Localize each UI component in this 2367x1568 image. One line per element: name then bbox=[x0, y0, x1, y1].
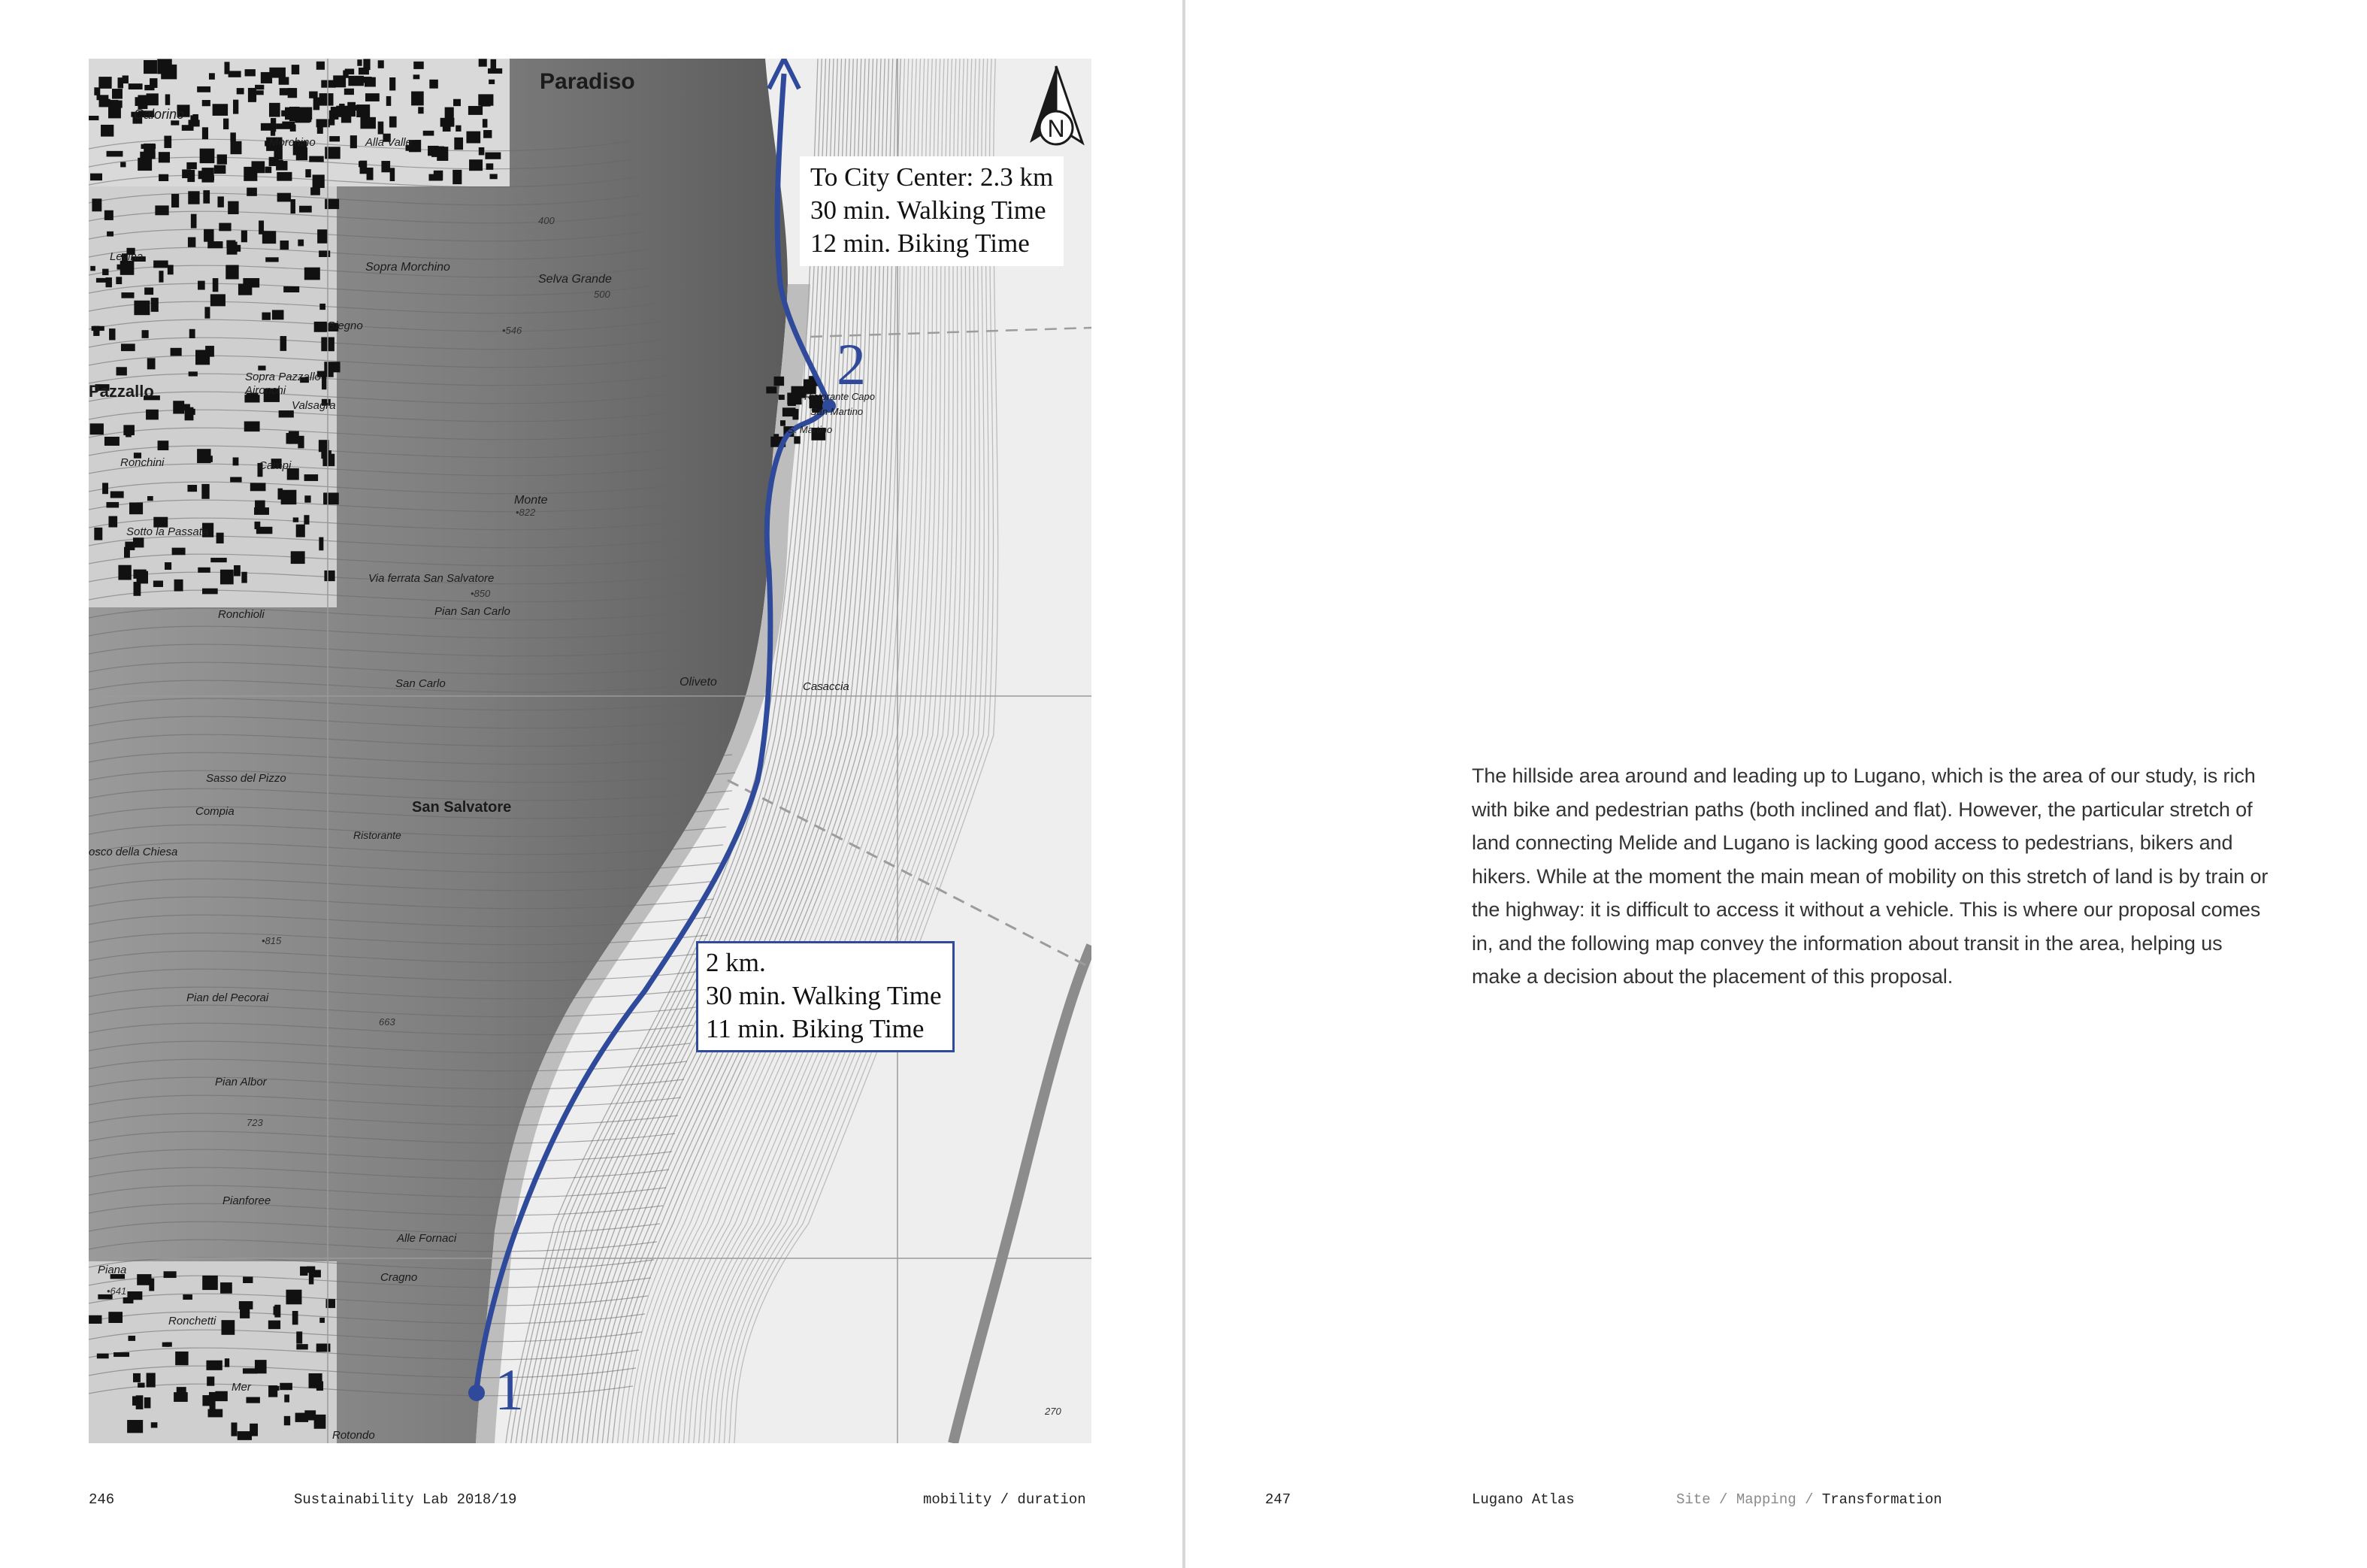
elevation-label: 500 bbox=[594, 289, 610, 300]
body-paragraph: The hillside area around and leading up to Lugano, which is the area of our study, is rich with bike and pedestrian paths (both inclined and flat). However, the particular stretch of land connecting Melide and Lugano is lacking good access to pedestrians, bikers and hikers. While at the moment the main mean of mobility on this stretch of land is by train or the highway: it is difficult to access it without a vehicle. This is where our proposal comes in, and the following map convey the information about transit in the area, helping us make a decision about the placement of this proposal. bbox=[1472, 764, 2269, 988]
right-page-number: 247 bbox=[1265, 1491, 1291, 1508]
map-canvas bbox=[89, 59, 1091, 1443]
map-label-calorino: Calorino bbox=[134, 107, 185, 122]
map-label-s-martino: S. Martino bbox=[788, 424, 833, 435]
breadcrumb bbox=[1676, 1491, 1942, 1508]
map-label-ronchini: Ronchini bbox=[120, 456, 165, 469]
breadcrumb-mapping: Mapping bbox=[1736, 1491, 1796, 1508]
map-label-valsagra: Valsagra bbox=[292, 399, 336, 412]
city-center-info-box bbox=[800, 156, 1064, 266]
elevation-label: •641 bbox=[107, 1285, 127, 1297]
map-label-mer: Mer bbox=[232, 1381, 251, 1394]
point-2-label: 2 bbox=[837, 331, 866, 397]
elevation-label: 663 bbox=[379, 1016, 395, 1028]
map-label-ristorante: Ristorante bbox=[353, 829, 401, 841]
info-bottom-distance: 2 km. bbox=[706, 948, 766, 977]
map-label-san-martino: San Martino bbox=[810, 406, 864, 417]
map-label-monte: Monte bbox=[514, 494, 548, 507]
map-label-sopra-morchino: Sopra Morchino bbox=[365, 261, 450, 274]
info-top-walking: 30 min. Walking Time bbox=[810, 195, 1046, 225]
info-top-biking: 12 min. Biking Time bbox=[810, 229, 1030, 258]
spread-divider bbox=[1182, 0, 1185, 1568]
map-label-ronchioli: Ronchioli bbox=[218, 608, 265, 621]
left-section-title: mobility / duration bbox=[923, 1491, 1086, 1508]
left-page-number: 246 bbox=[89, 1491, 115, 1508]
map-label-campi: Campi bbox=[259, 459, 292, 472]
map-label-pianforee: Pianforee bbox=[222, 1194, 271, 1207]
info-bottom-biking: 11 min. Biking Time bbox=[706, 1014, 925, 1043]
breadcrumb-transformation: Transformation bbox=[1821, 1491, 1942, 1508]
start-point-marker bbox=[468, 1385, 485, 1401]
breadcrumb-site: Site bbox=[1676, 1491, 1711, 1508]
map-label-cragno: Cragno bbox=[380, 1271, 418, 1284]
map-label-san-carlo: San Carlo bbox=[395, 677, 446, 690]
map-label-biegno: Biegno bbox=[328, 319, 363, 332]
right-publication-title: Lugano Atlas bbox=[1472, 1491, 1575, 1508]
map-label-alle-fornaci: Alle Fornaci bbox=[397, 1232, 457, 1245]
point-1-label: 1 bbox=[495, 1357, 524, 1422]
map-label-paradiso: Paradiso bbox=[540, 69, 635, 94]
elevation-label: 270 bbox=[1045, 1406, 1061, 1417]
topographic-map bbox=[89, 59, 1091, 1443]
breadcrumb-separator: / bbox=[1719, 1491, 1728, 1508]
map-label-levina: Levina bbox=[110, 250, 144, 263]
map-label-via-ferrata: Via ferrata San Salvatore bbox=[368, 572, 495, 585]
map-label-morchino: Morchino bbox=[269, 136, 316, 149]
map-label-aironchi: Aironchi bbox=[245, 384, 286, 397]
map-label-sopra-pazzallo: Sopra Pazzallo bbox=[245, 371, 321, 383]
breadcrumb-separator: / bbox=[1805, 1491, 1814, 1508]
map-label-ronchetti: Ronchetti bbox=[168, 1315, 216, 1327]
map-label-pian-albor: Pian Albor bbox=[215, 1076, 267, 1088]
north-letter: N bbox=[1047, 115, 1065, 142]
map-label-bosco-della-chiesa: osco della Chiesa bbox=[89, 846, 178, 858]
info-top-distance: To City Center: 2.3 km bbox=[810, 162, 1054, 192]
elevation-label: •815 bbox=[262, 935, 282, 946]
info-bottom-walking: 30 min. Walking Time bbox=[706, 981, 942, 1010]
map-label-rotondo: Rotondo bbox=[332, 1429, 375, 1442]
elevation-label: •546 bbox=[502, 325, 522, 336]
map-label-sasso-del-pizzo: Sasso del Pizzo bbox=[206, 772, 286, 785]
segment-info-box bbox=[696, 941, 955, 1052]
map-label-alla-valle: Alla Valle bbox=[365, 136, 412, 149]
map-label-san-salvatore: San Salvatore bbox=[412, 799, 512, 816]
map-label-compia: Compia bbox=[195, 805, 235, 818]
elevation-label: 723 bbox=[247, 1117, 263, 1128]
map-label-pazzallo: Pazzallo bbox=[89, 382, 154, 401]
map-label-pian-del-pecorai: Pian del Pecorai bbox=[186, 991, 269, 1004]
map-label-oliveto: Oliveto bbox=[680, 676, 717, 689]
map-label-sotto-la-passata: Sotto la Passata bbox=[126, 525, 209, 538]
map-label-pian-san-carlo: Pian San Carlo bbox=[434, 605, 510, 618]
elevation-label: •850 bbox=[471, 588, 491, 599]
map-label-piana: Piana bbox=[98, 1264, 127, 1276]
left-publication-title: Sustainability Lab 2018/19 bbox=[294, 1491, 517, 1508]
map-label-casaccia: Casaccia bbox=[803, 680, 849, 693]
map-label-selva-grande: Selva Grande bbox=[538, 273, 612, 286]
elevation-label: •822 bbox=[516, 507, 536, 518]
elevation-label: 400 bbox=[538, 215, 555, 226]
map-label-ristorante-capo: Ristorante Capo bbox=[804, 391, 875, 402]
